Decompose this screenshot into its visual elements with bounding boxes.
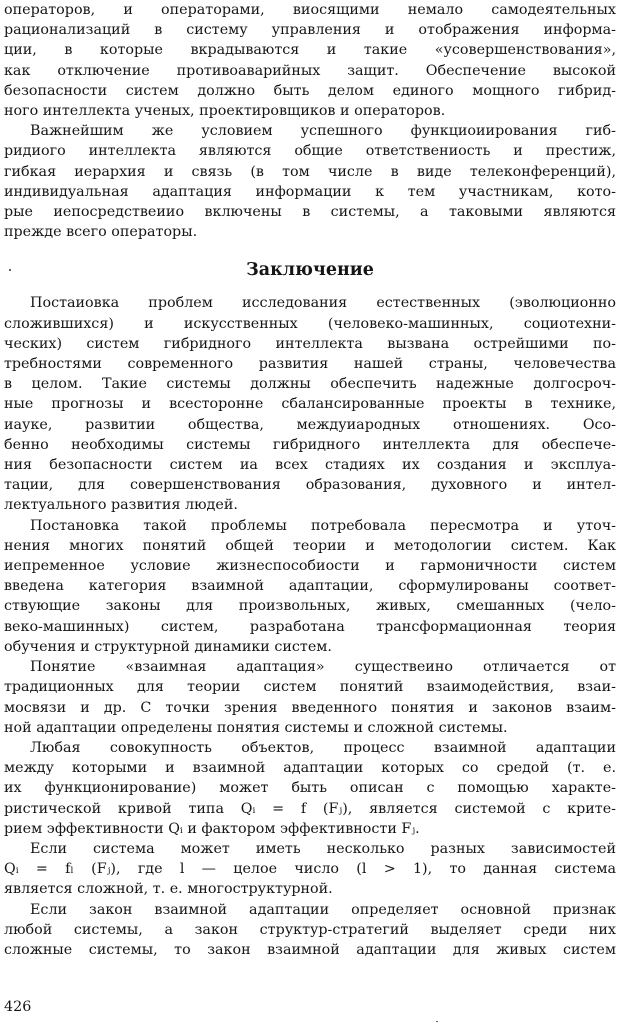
section-heading-block: [4, 259, 616, 281]
text-line: иауке, развитии общества, междуиародных отношениях. Осо-: [4, 416, 616, 433]
text-line: иепременное условие жизнеспособиости и гармоничности систем: [4, 558, 616, 575]
text-block-after-heading: [4, 293, 616, 960]
text-line: гибкая иерархия и связь (в том числе в виде телеконференций),: [4, 163, 616, 180]
page-number: 426: [4, 999, 32, 1015]
text-line: Если закон взаимной адаптации определяет основной признак: [30, 901, 616, 918]
text-line: индивидуальная адаптация информации к тем участникам, кото-: [4, 183, 616, 200]
paragraph: [4, 738, 616, 839]
text-line: обучения и структурной динамики систем.: [4, 638, 332, 655]
text-line: ния безопасности систем иа всех стадиях их создания и эксплуа-: [4, 457, 616, 474]
text-line: ции, в которые вкрадываются и такие «усовершенствования»,: [4, 42, 616, 59]
text-line: сложившихся) и искусственных (человеко-машинных, социотехни-: [4, 315, 616, 332]
text-line: ствующие законы для произвольных, живых, смешанных (чело-: [4, 598, 616, 615]
text-line: ристической кривой типа Qᵢ = f (Fⱼ), является системой с крите-: [4, 800, 616, 817]
text-line: Qᵢ = fₗ (Fⱼ), где l — целое число (l > 1), то данная система: [4, 861, 616, 878]
text-line: Постаиовка проблем исследования естественных (эволюционно: [30, 295, 616, 312]
text-line: Понятие «взаимная адаптация» существеино отличается от: [30, 659, 616, 676]
text-line: рационализаций в систему управления и отображения информа-: [4, 22, 616, 39]
text-line: прежде всего операторы.: [4, 224, 198, 241]
paragraph: [4, 0, 616, 121]
section-heading: Заключение: [246, 260, 374, 281]
text-line: веко-машинных) систем, разработана трансформационная теория: [4, 618, 616, 635]
text-line: рием эффективности Qᵢ и фактором эффективности Fⱼ.: [4, 820, 420, 837]
text-line: Любая совокупность объектов, процесс взаимной адаптации: [30, 739, 616, 756]
text-line: безопасности систем должно быть делом единого мощного гибрид-: [4, 82, 616, 99]
text-line: Постановка такой проблемы потребовала пересмотра и уточ-: [30, 517, 616, 534]
text-line: ридиого интеллекта являются общие ответствениость и престиж,: [4, 143, 616, 160]
text-line: ной адаптации определены понятия системы и сложной системы.: [4, 719, 508, 736]
text-line: между которыми и взаимной адаптации которых со средой (т. е.: [4, 760, 616, 777]
text-line: является сложной, т. е. многоструктурной.: [4, 881, 333, 898]
text-line: тации, для совершенствования образования, духовного и интел-: [4, 477, 616, 494]
text-line: мосвязи и др. С точки зрения введенного понятия и законов взаим-: [4, 699, 616, 716]
text-line: требностями современного развития нашей страны, человечества: [4, 356, 616, 373]
text-line: традиционных для теории систем понятий взаимодействия, взаи-: [4, 679, 616, 696]
paragraph: [4, 839, 616, 900]
paragraph: [4, 293, 616, 515]
text-line: бенно необходимы системы гибридного интеллекта для обеспече-: [4, 436, 616, 453]
text-line: ные прогнозы и всесторонне сбалансированные проекты в технике,: [4, 396, 616, 413]
print-speck: [436, 1021, 438, 1022]
text-line: в целом. Такие системы должны обеспечить надежные долгосроч-: [4, 376, 616, 393]
text-line: Важнейшим же условием успешного функциоиирования гиб-: [30, 123, 616, 140]
text-line: ного интеллекта ученых, проектировщиков и операторов.: [4, 103, 446, 120]
text-line: ческих) систем гибридного интеллекта вызвана острейшими по-: [4, 335, 616, 352]
text-line: лектуального развития людей.: [4, 497, 238, 514]
paragraph: [4, 900, 616, 961]
paragraph: [4, 121, 616, 242]
text-line: сложные системы, то закон взаимной адаптации для живых систем: [4, 941, 616, 958]
text-line: как отключение противоаварийных защит. Обеспечение высокой: [4, 62, 616, 79]
text-line: введена категория взаимной адаптации, сформулированы соответ-: [4, 578, 616, 595]
text-line: операторов, и операторами, виосящими немало самодеятельных: [4, 2, 616, 18]
paragraph: [4, 657, 616, 738]
text-line: любой системы, а закон структур-стратегий выделяет среди них: [4, 921, 616, 938]
text-block-before-heading: [4, 0, 616, 242]
text-line: Если система может иметь несколько разных зависимостей: [30, 840, 616, 857]
text-line: рые иепосредствеиио включены в системы, а таковыми являются: [4, 204, 616, 221]
text-line: их функционирование) может быть описан с помощью характе-: [4, 780, 616, 797]
paragraph: [4, 516, 616, 657]
text-line: нения многих понятий общей теории и методологии систем. Как: [4, 537, 616, 554]
